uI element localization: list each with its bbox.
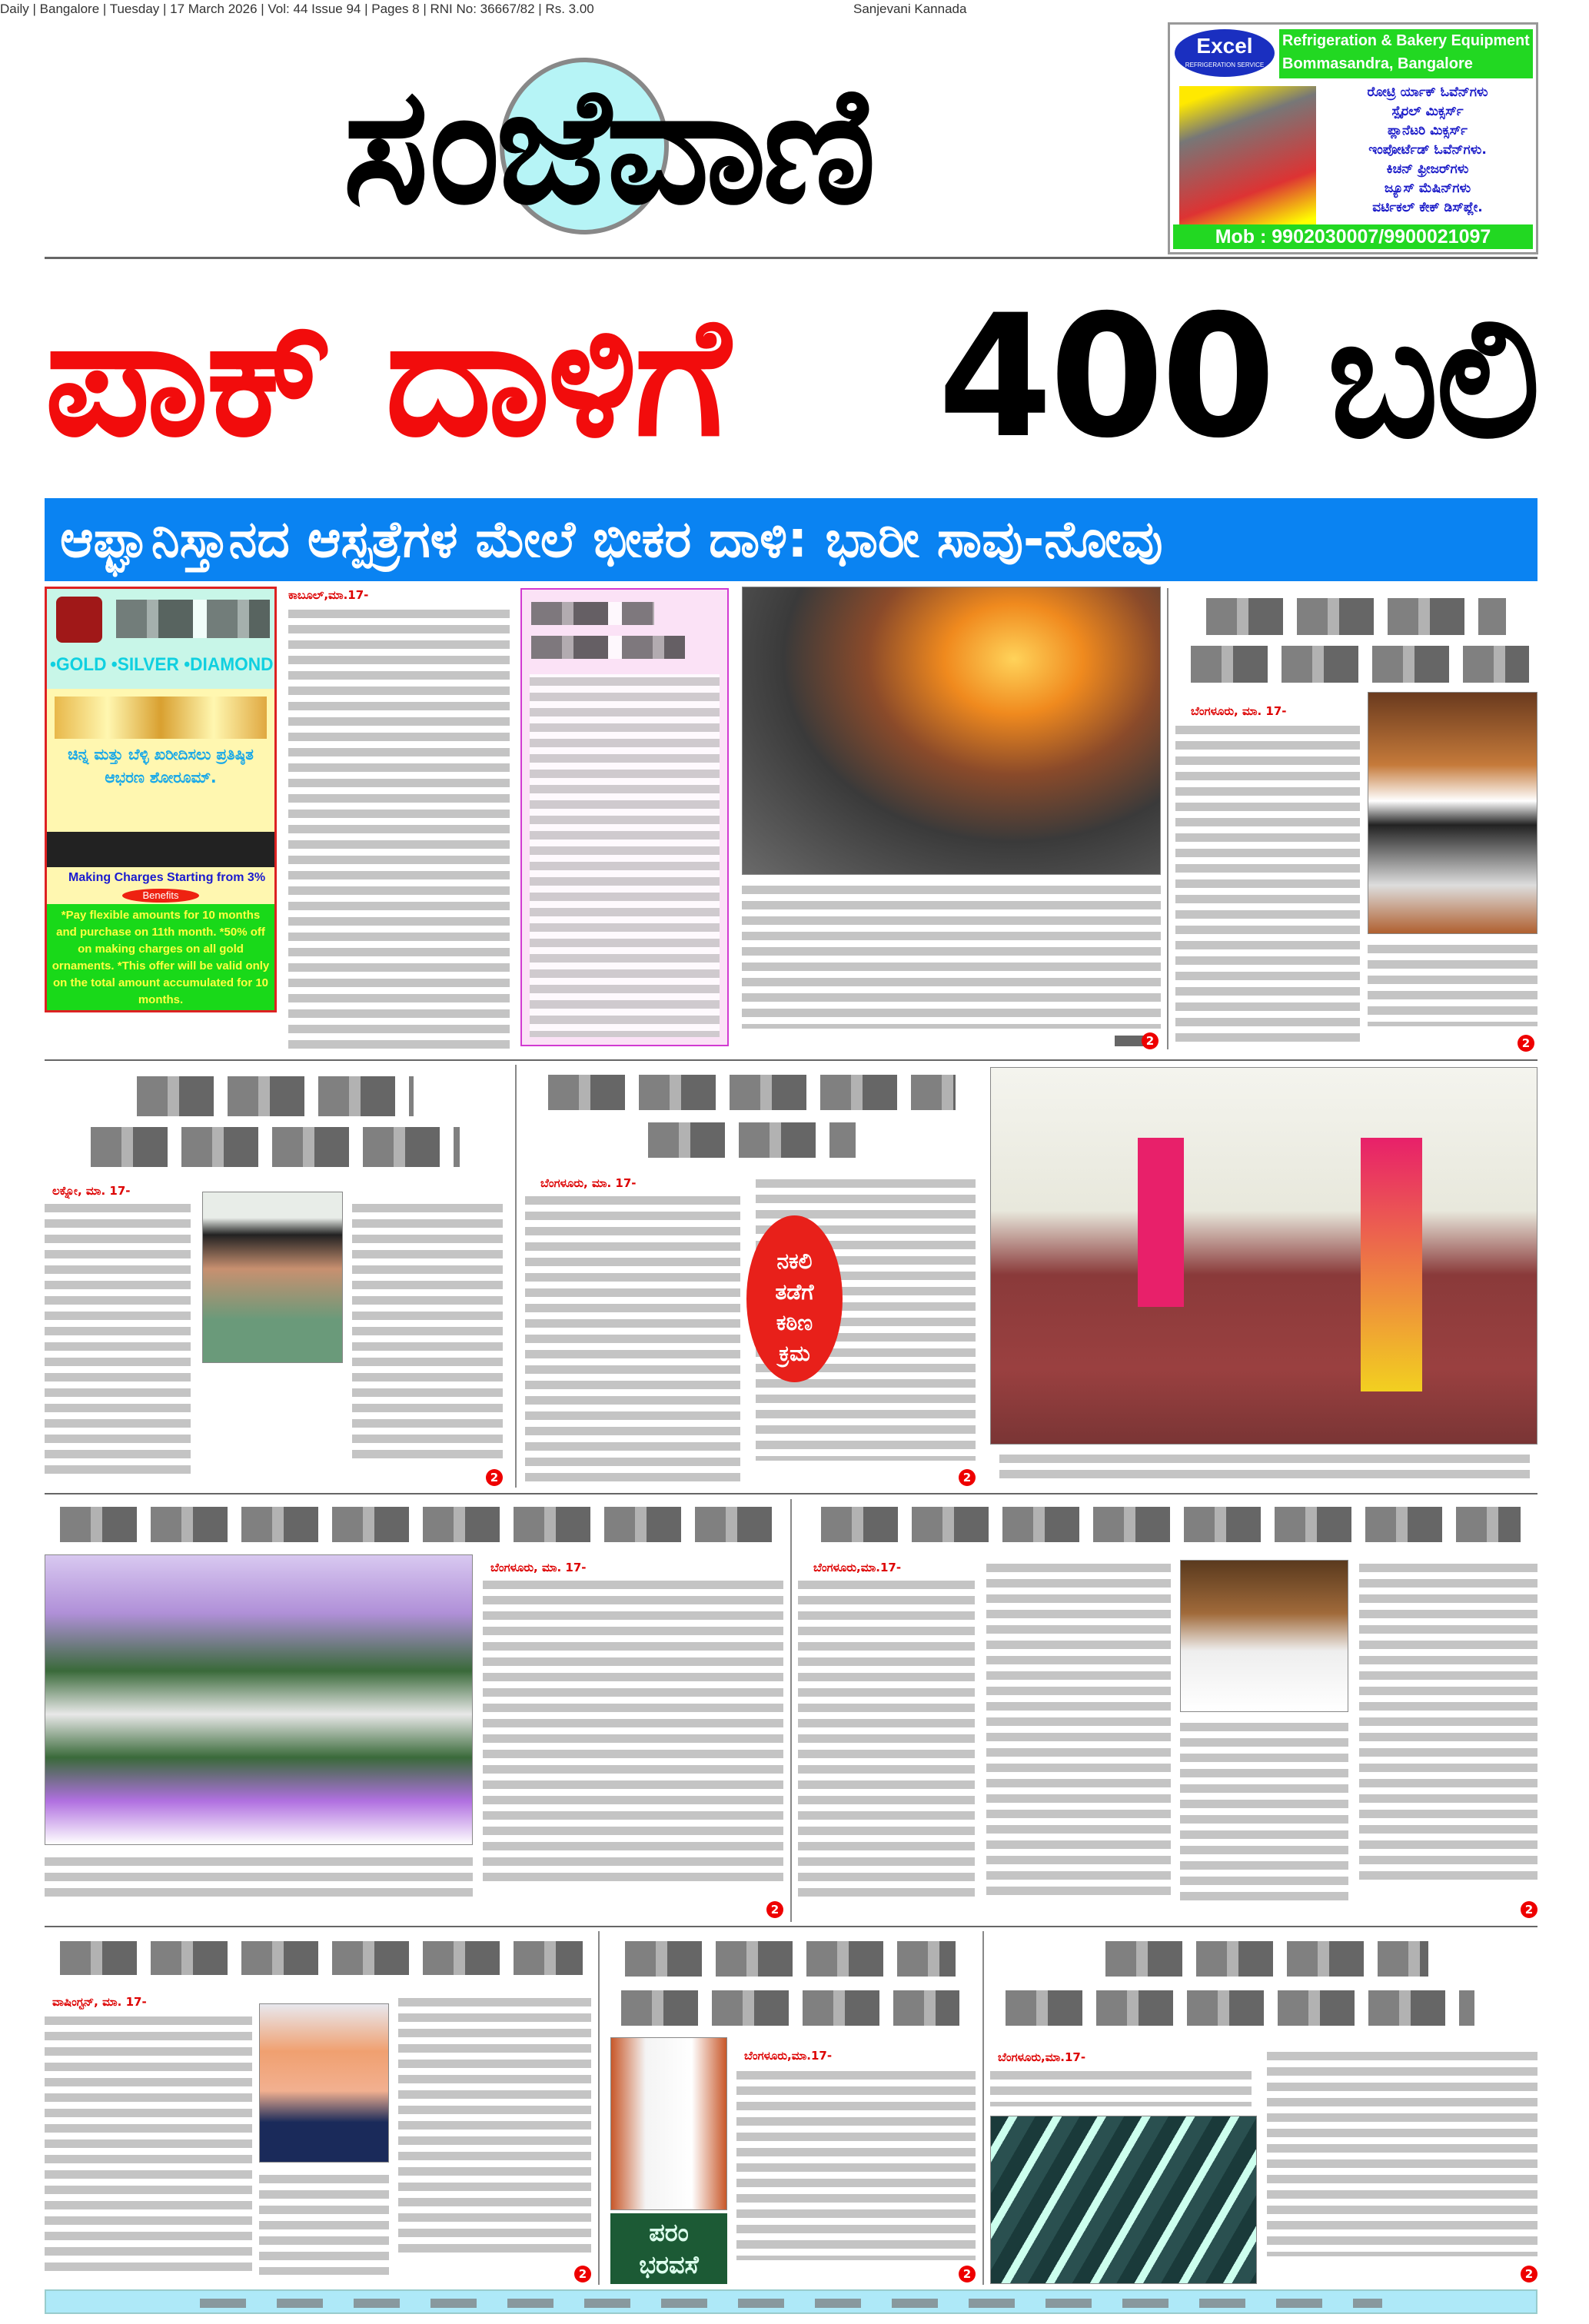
article-body	[45, 1201, 191, 1478]
page-jump[interactable]: 2	[1142, 1032, 1159, 1049]
article-minister[interactable]	[798, 1501, 1537, 1920]
param-line: ಭರವಸೆ	[639, 2250, 699, 2279]
jewel-tagline: ಚಿನ್ನ ಮತ್ತು ಬೆಳ್ಳಿ ಖರೀದಿಸಲು ಪ್ರತಿಷ್ಠಿತ ಆಭರಣ ಶೋರೂಮ್.	[68, 745, 254, 786]
badge-line: ಕಠಿಣ	[776, 1310, 813, 1335]
page-jump[interactable]: 2	[1518, 1035, 1534, 1052]
photo-caption	[45, 1854, 473, 1900]
footer-strip	[45, 2289, 1537, 2314]
badge-line: ನಕಲಿ	[776, 1248, 813, 1274]
article-body	[986, 1561, 1171, 1900]
ad-item: ಪ್ಲಾನೆಟರಿ ಮಿಕ್ಸರ್ಸ್	[1388, 123, 1468, 138]
param-line: ಪರಂ	[649, 2218, 689, 2247]
lead-subhead-band[interactable]	[45, 498, 1537, 581]
jewellery-image	[55, 697, 267, 739]
headline-blurred	[60, 1507, 775, 1542]
article-body	[1180, 1720, 1348, 1900]
dateline: ಬೆಂಗಳೂರು, ಮಾ. 17-	[490, 1561, 587, 1574]
article-lucknow[interactable]	[45, 1069, 503, 1488]
ad-item: ಜ್ಯೂಸ್ ಮೆಷಿನ್‌ಗಳು	[1384, 181, 1471, 196]
article-body	[259, 2172, 389, 2275]
headline-blurred	[548, 1075, 956, 1110]
headline-blurred	[1191, 646, 1529, 683]
ad-line1: Refrigeration & Bakery Equipment	[1282, 32, 1530, 49]
article-body	[352, 1201, 503, 1462]
footer-text-blurred	[200, 2299, 1382, 2308]
page-jump[interactable]: 2	[486, 1469, 503, 1486]
masthead-title: ಸಂಜೆವಾಣಿ	[343, 52, 872, 240]
dateline: ಬೆಂಗಳೂರು,ಮಾ.17-	[998, 2050, 1086, 2064]
dateline: ಬೆಂಗಳೂರು, ಮಾ. 17-	[540, 1176, 637, 1190]
lead-headline-red[interactable]: ಪಾಕ್ ದಾಳಿಗೆ	[45, 280, 727, 473]
param-box	[610, 2213, 727, 2284]
headline-blurred	[60, 1941, 583, 1975]
trump-photo	[259, 2003, 389, 2163]
lead-headline-black[interactable]: 400 ಬಲಿ	[938, 278, 1538, 475]
column-divider	[598, 1931, 600, 2285]
continued-marker	[1115, 1036, 1145, 1046]
excel-logo-sub: REFRIGERATION SERVICE	[1185, 62, 1265, 68]
article-body	[483, 1578, 783, 1885]
ad-line2: Bommasandra, Bangalore	[1282, 55, 1473, 72]
photo-figure	[1361, 1138, 1422, 1391]
politician-photo	[1368, 692, 1537, 934]
ad-product-image	[1179, 86, 1316, 227]
dateline: ಬೆಂಗಳೂರು, ಮಾ. 17-	[1191, 704, 1287, 718]
offer-text: *Pay flexible amounts for 10 months and purchase on 11th month. *50% off on making charges on all gold ornaments. *This offer will be valid only on the total amount accumulated for 10 months.	[47, 904, 274, 1010]
advertisement-jewellery[interactable]	[45, 587, 277, 1012]
article-body	[1267, 2049, 1537, 2256]
article-kabul[interactable]	[288, 588, 510, 1049]
page-jump[interactable]: 2	[1521, 2266, 1537, 2282]
sidebar-headline-blurred	[531, 602, 654, 625]
minister-photo	[1180, 1560, 1348, 1712]
page-jump[interactable]: 2	[766, 1901, 783, 1918]
student-portrait	[202, 1192, 343, 1363]
lead-subhead[interactable]: ಆಫ್ಘಾನಿಸ್ತಾನದ ಆಸ್ಪತ್ರೆಗಳ ಮೇಲೆ ಭೀಕರ ದಾಳಿ: ಭಾರೀ ಸಾವು-ನೋವು	[60, 510, 1163, 569]
jeweller-name-blurred	[116, 600, 270, 638]
article-cylinder[interactable]	[990, 1933, 1537, 2284]
exam-hall-photo	[990, 1067, 1537, 1445]
dateline: ಕಾಬೂಲ್,ಮಾ.17-	[288, 588, 369, 602]
headline-blurred	[1105, 1941, 1428, 1977]
article-body	[742, 883, 1161, 1029]
dateline: ಲಕ್ನೋ, ಮಾ. 17-	[52, 1184, 131, 1198]
ad-item: ಇಂಪೋರ್ಟೆಡ್ ಓವೆನ್‌ಗಳು.	[1368, 142, 1487, 158]
badge-line: ತಡೆಗೆ	[775, 1279, 814, 1305]
excel-logo: Excel	[1175, 29, 1275, 77]
advertisement-excel[interactable]	[1168, 22, 1538, 254]
article-body	[45, 2013, 252, 2275]
article-body	[525, 1193, 740, 1481]
article-trump[interactable]	[45, 1933, 591, 2284]
article-body	[990, 2068, 1252, 2106]
column-divider	[515, 1065, 517, 1488]
dateline: ಬೆಂಗಳೂರು,ಮಾ.17-	[813, 1561, 902, 1574]
article-body	[398, 1995, 591, 2256]
divider	[45, 1926, 1537, 1927]
headline-blurred	[821, 1507, 1521, 1542]
photo-caption	[999, 1451, 1530, 1481]
page-jump[interactable]: 2	[959, 2266, 976, 2282]
crown-logo-icon	[56, 597, 102, 643]
headline-blurred	[648, 1122, 856, 1158]
ad-item: ರೋಟ್ರಿ ರ್ಯಾಕ್ ಓವೆನ್‌ಗಳು	[1367, 85, 1488, 100]
headline-blurred	[91, 1127, 460, 1167]
column-divider	[1167, 588, 1168, 1049]
ad-item: ವರ್ಟಿಕಲ್ ಕೇಕ್ ಡಿಸ್‌ಪ್ಲೇ.	[1372, 200, 1483, 215]
divider	[45, 1059, 1537, 1061]
jewellery-address-blurred	[47, 832, 274, 867]
headline-blurred	[621, 1990, 959, 2026]
headline-blurred	[1006, 1990, 1474, 2026]
article-memorial[interactable]	[45, 1501, 783, 1920]
masthead	[77, 38, 1138, 254]
jewel-tags: •GOLD •SILVER •DIAMOND	[50, 654, 274, 675]
column-divider	[982, 1931, 984, 2285]
badge-line: ಕ್ರಮ	[779, 1341, 810, 1366]
page-jump[interactable]: 2	[959, 1469, 976, 1486]
ad-item: ಸ್ಪೈರಲ್ ಮಿಕ್ಸರ್ಸ್	[1391, 104, 1464, 119]
article-body	[1359, 1561, 1537, 1883]
parameshwar-photo	[610, 2037, 727, 2210]
page-jump[interactable]: 2	[574, 2266, 591, 2282]
welding-photo	[990, 2116, 1257, 2284]
article-assembly[interactable]	[1175, 592, 1537, 1053]
memorial-photo	[45, 1554, 473, 1845]
dateline: ವಾಷಿಂಗ್ಟನ್, ಮಾ. 17-	[52, 1995, 147, 2009]
article-body	[288, 607, 510, 1049]
article-body	[798, 1578, 975, 1900]
page-jump[interactable]: 2	[1521, 1901, 1537, 1918]
ad-title	[1279, 29, 1533, 78]
sidebar-box[interactable]	[520, 588, 729, 1046]
edition-info: Daily | Bangalore | Tuesday | 17 March 2026 | Vol: 44 Issue 94 | Pages 8 | RNI No: 36667/82 | Rs. 3.00	[0, 2, 594, 16]
ad-item: ಕಿಚನ್ ಫ್ರೀಜರ್‌ಗಳು	[1386, 161, 1469, 177]
fire-photo	[742, 587, 1161, 875]
sidebar-headline-blurred	[531, 636, 685, 659]
article-body	[1175, 723, 1360, 1046]
dateline: ಬೆಂಗಳೂರು,ಮಾ.17-	[744, 2049, 833, 2063]
benefits-label: Benefits	[122, 889, 199, 903]
article-body	[1368, 942, 1537, 1026]
sidebar-body	[530, 674, 720, 1037]
headline-blurred	[1206, 598, 1506, 635]
article-body	[736, 2068, 976, 2260]
anti-copying-badge	[746, 1215, 843, 1382]
divider	[45, 1493, 1537, 1494]
headline-blurred	[137, 1076, 414, 1116]
ad-mobile: Mob : 9902030007/9900021097	[1173, 224, 1533, 249]
headline-blurred	[625, 1941, 956, 1977]
column-divider	[790, 1499, 792, 1922]
divider	[45, 257, 1537, 259]
brand-name: Sanjevani Kannada	[853, 2, 967, 16]
photo-figure	[1138, 1138, 1184, 1307]
making-charges: Making Charges Starting from 3%	[68, 871, 266, 884]
ad-product-list	[1324, 83, 1531, 218]
